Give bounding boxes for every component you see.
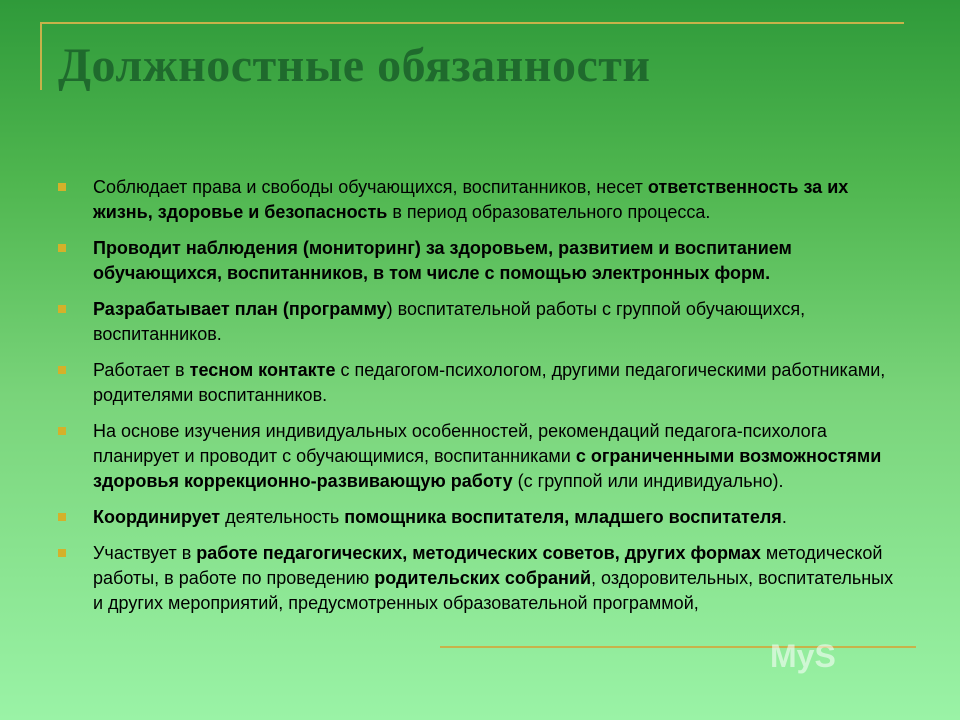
list-item-bold-text: Разрабатывает план (программу (93, 299, 387, 319)
list-item-text: Соблюдает права и свободы обучающихся, воспитанников, несет (93, 177, 648, 197)
list-item-text: . (781, 507, 787, 527)
bullet-marker-icon (58, 305, 66, 313)
bottom-rule (440, 646, 916, 648)
list-item-bold-text: работе педагогических, методических советов, других формах (196, 543, 761, 563)
list-item (58, 175, 898, 225)
list-item (58, 297, 898, 347)
watermark-logo: MyS (770, 638, 836, 674)
bullet-marker-icon (58, 549, 66, 557)
title-top-rule (40, 22, 904, 24)
bullet-marker-icon (58, 244, 66, 252)
slide-title: Должностные обязанности (58, 39, 651, 92)
list-item-text: ) воспитательной работы с группой обучающихся, воспитанников. (93, 299, 806, 344)
list-item-text: (с группой или индивидуально). (512, 471, 784, 491)
list-item-text: в период образовательного процесса. (387, 202, 711, 222)
list-item (58, 358, 898, 408)
list-item-bold-text: ответственность за их жизнь, здоровье и безопасность (93, 177, 849, 222)
list-item (58, 419, 898, 494)
title-left-rule (40, 22, 42, 90)
list-item (58, 541, 898, 616)
list-item (58, 236, 898, 286)
list-item-bold-text: с ограниченными возможностями здоровья коррекционно-развивающую работу (93, 446, 882, 491)
list-item-bold-text: Проводит наблюдения (мониторинг) за здоровьем, развитием и воспитанием обучающихся, воспитанников, в том числе с помощью электронных форм. (93, 238, 792, 283)
list-item-text: с педагогом-психологом, другими педагогическими работниками, родителями воспитанников. (93, 360, 886, 405)
bullet-list (58, 175, 898, 627)
bullet-marker-icon (58, 513, 66, 521)
list-item (58, 505, 898, 530)
list-item-text: методической работы, в работе по проведению (93, 543, 883, 588)
list-item-bold-text: Координирует (93, 507, 221, 527)
list-item-text: На основе изучения индивидуальных особенностей, рекомендаций педагога-психолога планирует и проводит с обучающимися, воспитанниками (93, 421, 827, 466)
bullet-marker-icon (58, 366, 66, 374)
list-item-bold-text: родительских собраний (374, 568, 592, 588)
list-item-text: , оздоровительных, воспитательных и других мероприятий, предусмотренных образовательной программой, (93, 568, 894, 613)
bullet-marker-icon (58, 183, 66, 191)
list-item-bold-text: тесном контакте (189, 360, 336, 380)
list-item-text: Работает в (93, 360, 190, 380)
bullet-marker-icon (58, 427, 66, 435)
list-item-bold-text: помощника воспитателя, младшего воспитателя (344, 507, 782, 527)
list-item-text: деятельность (220, 507, 345, 527)
list-item-text: Участвует в (93, 543, 197, 563)
